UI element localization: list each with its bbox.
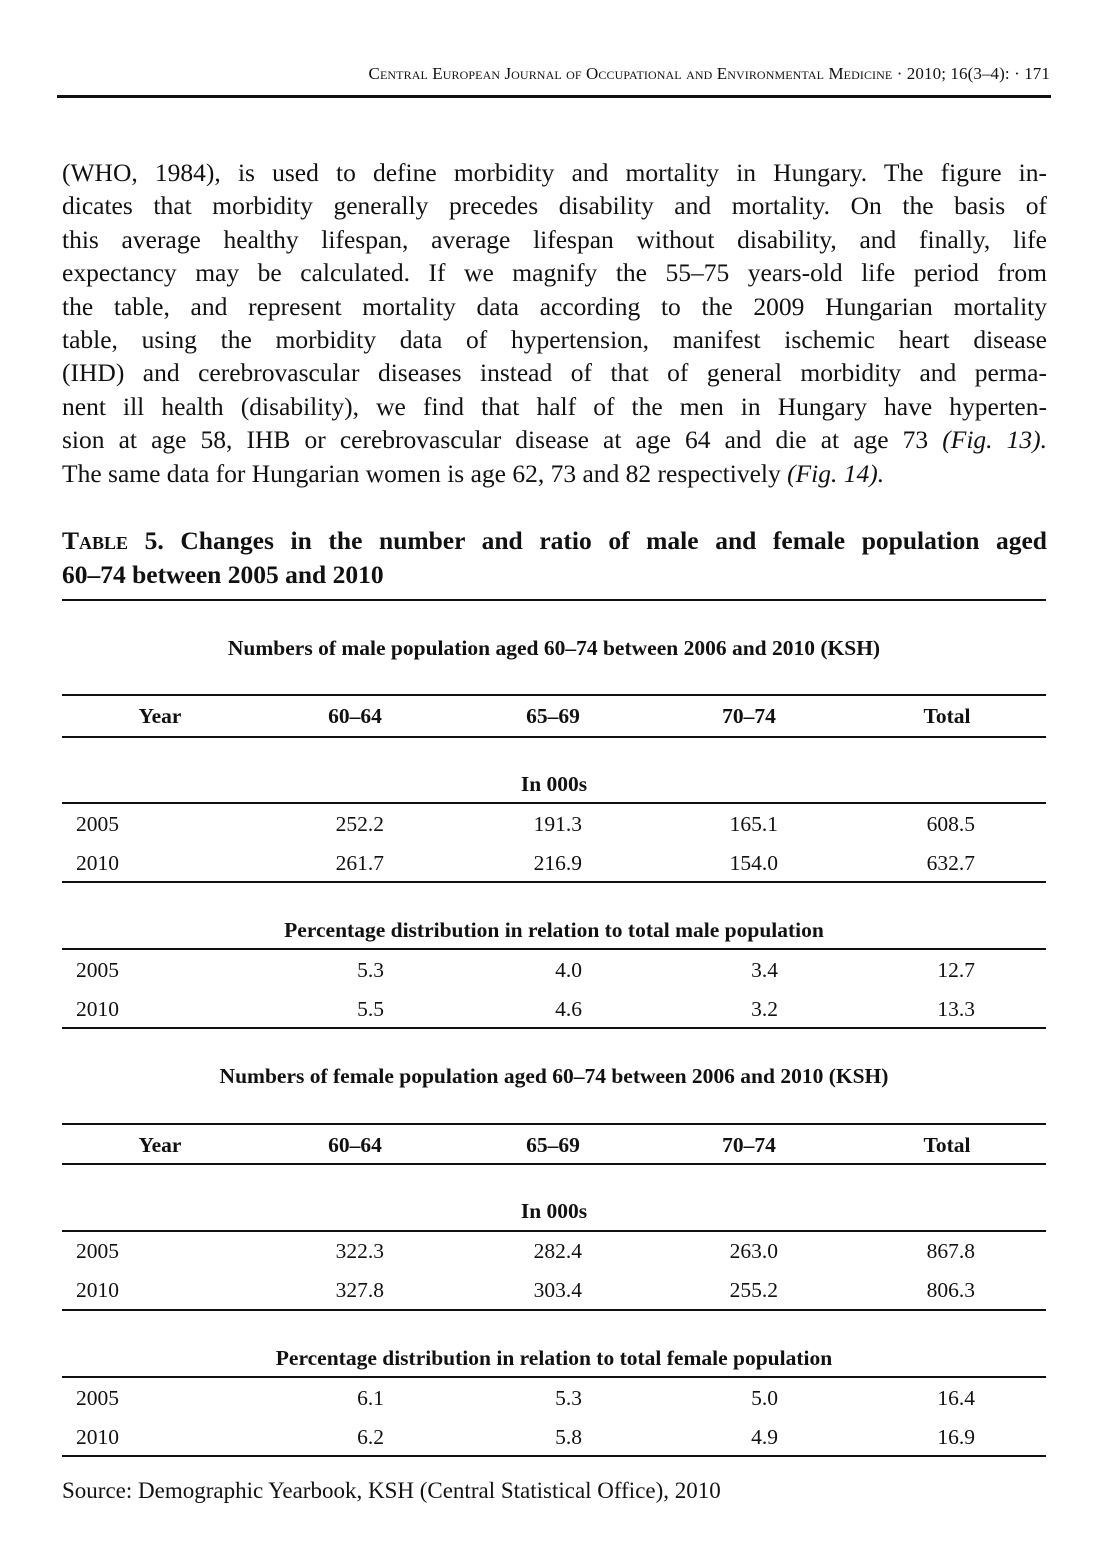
cell-60-64: 261.7: [335, 851, 384, 875]
cell-total: 608.5: [926, 812, 975, 836]
body-line: (WHO, 1984), is used to define morbidity and mortality in Hungary. The figure in-: [62, 158, 1047, 187]
cell-total: 806.3: [926, 1278, 975, 1302]
cell-70-74: 255.2: [729, 1278, 778, 1302]
cell-60-64: 322.3: [335, 1239, 384, 1263]
table-label: Table 5.: [62, 526, 164, 555]
column-header-year: Year: [138, 1133, 182, 1157]
cell-total: 16.4: [937, 1386, 975, 1410]
column-header-65-69: 65–69: [526, 1133, 580, 1157]
cell-total: 632.7: [926, 851, 975, 875]
cell-year: 2010: [76, 851, 119, 875]
column-header-70-74: 70–74: [722, 704, 776, 728]
female-counts-label: In 000s: [520, 1199, 588, 1223]
cell-65-69: 191.3: [533, 812, 582, 836]
body-line: table, using the morbidity data of hypertension, manifest ischemic heart disease: [62, 325, 1047, 355]
cell-65-69: 5.8: [555, 1425, 582, 1449]
cell-60-64: 327.8: [335, 1278, 384, 1302]
caption-rule: [62, 599, 1046, 601]
table-rule: [62, 1027, 1046, 1029]
cell-70-74: 154.0: [729, 851, 778, 875]
cell-65-69: 4.0: [555, 958, 582, 982]
table-row: [62, 958, 1046, 988]
cell-year: 2010: [76, 1278, 119, 1302]
table-rule: [62, 881, 1046, 883]
table-caption-line: 60–74 between 2005 and 2010: [62, 559, 384, 589]
cell-total: 12.7: [937, 958, 975, 982]
cell-60-64: 5.5: [357, 997, 384, 1021]
cell-60-64: 5.3: [357, 958, 384, 982]
cell-total: 13.3: [937, 997, 975, 1021]
cell-70-74: 263.0: [729, 1239, 778, 1263]
column-header-total: Total: [923, 1133, 971, 1157]
table-rule: [62, 1309, 1046, 1311]
body-line: this average healthy lifespan, average lifespan without disability, and finally, life: [62, 224, 1047, 254]
cell-70-74: 3.4: [751, 958, 778, 982]
cell-total: 867.8: [926, 1239, 975, 1263]
cell-total: 16.9: [937, 1425, 975, 1449]
column-header-65-69: 65–69: [526, 704, 580, 728]
cell-70-74: 4.9: [751, 1425, 778, 1449]
female-column-headers: [62, 1133, 1046, 1163]
cell-year: 2010: [76, 1425, 119, 1449]
table-rule: [62, 1123, 1046, 1125]
table-row: [62, 1386, 1046, 1416]
cell-year: 2005: [76, 812, 119, 836]
male-section-title: Numbers of male population aged 60–74 between 2006 and 2010 (KSH): [227, 636, 881, 660]
table-rule: [62, 948, 1046, 950]
cell-70-74: 3.2: [751, 997, 778, 1021]
female-percentage-label: Percentage distribution in relation to total female population: [275, 1346, 833, 1370]
table-source-note: Source: Demographic Yearbook, KSH (Central Statistical Office), 2010: [62, 1478, 721, 1503]
male-column-headers: [62, 704, 1046, 734]
body-line: the table, and represent mortality data according to the 2009 Hungarian mortality: [62, 291, 1047, 321]
cell-65-69: 216.9: [533, 851, 582, 875]
table-rule: [62, 1455, 1046, 1457]
body-line: expectancy may be calculated. If we magnify the 55–75 years-old life period from: [62, 258, 1047, 288]
table-rule: [62, 1230, 1046, 1232]
cell-year: 2005: [76, 1239, 119, 1263]
body-line: (IHD) and cerebrovascular diseases instead of that of general morbidity and perma-: [62, 358, 1047, 388]
table-rule: [62, 736, 1046, 738]
cell-60-64: 252.2: [335, 812, 384, 836]
cell-65-69: 282.4: [533, 1239, 582, 1263]
table-row: [62, 1278, 1046, 1308]
cell-70-74: 5.0: [751, 1386, 778, 1410]
table-row: [62, 812, 1046, 842]
table-caption-line: [62, 524, 1047, 558]
body-line: [62, 457, 1047, 490]
body-line: [62, 423, 1047, 456]
male-percentage-label: Percentage distribution in relation to total male population: [284, 918, 824, 942]
table-rule: [62, 1376, 1046, 1378]
figure-reference-14: (Fig. 14).: [787, 458, 885, 488]
body-line-text: The same data for Hungarian women is age 62, 73 and 82 respectively: [62, 458, 788, 488]
running-header: Central European Journal of Occupational and Environmental Medicine · 2010; 16(3–4): · 171: [368, 64, 1050, 83]
body-line: dicates that morbidity generally precedes disability and mortality. On the basis of: [62, 191, 1047, 221]
table-caption-text: Changes in the number and ratio of male and female population aged: [163, 526, 1047, 555]
body-line: nent ill health (disability), we find that half of the men in Hungary have hyperten-: [62, 391, 1047, 421]
column-header-total: Total: [923, 704, 971, 728]
cell-65-69: 303.4: [533, 1278, 582, 1302]
table-row: [62, 997, 1046, 1027]
table-rule: [62, 694, 1046, 696]
cell-year: 2005: [76, 1386, 119, 1410]
cell-65-69: 4.6: [555, 997, 582, 1021]
cell-60-64: 6.1: [357, 1386, 384, 1410]
header-rule: [57, 95, 1051, 98]
cell-year: 2010: [76, 997, 119, 1021]
cell-65-69: 5.3: [555, 1386, 582, 1410]
body-line-text: sion at age 58, IHB or cerebrovascular disease at age 64 and die at age 73: [62, 425, 943, 455]
female-section-title: Numbers of female population aged 60–74 between 2006 and 2010 (KSH): [219, 1064, 889, 1088]
body-paragraph: [62, 156, 1047, 490]
table-row: [62, 1239, 1046, 1269]
table-caption: [62, 524, 1047, 591]
figure-reference-13: (Fig. 13).: [942, 425, 1047, 455]
cell-60-64: 6.2: [357, 1425, 384, 1449]
column-header-60-64: 60–64: [328, 1133, 382, 1157]
table-rule: [62, 802, 1046, 804]
cell-70-74: 165.1: [729, 812, 778, 836]
column-header-year: Year: [138, 704, 182, 728]
column-header-70-74: 70–74: [722, 1133, 776, 1157]
table-rule: [62, 1163, 1046, 1165]
table-row: [62, 1425, 1046, 1455]
table-row: [62, 851, 1046, 881]
column-header-60-64: 60–64: [328, 704, 382, 728]
male-counts-label: In 000s: [520, 772, 588, 796]
cell-year: 2005: [76, 958, 119, 982]
